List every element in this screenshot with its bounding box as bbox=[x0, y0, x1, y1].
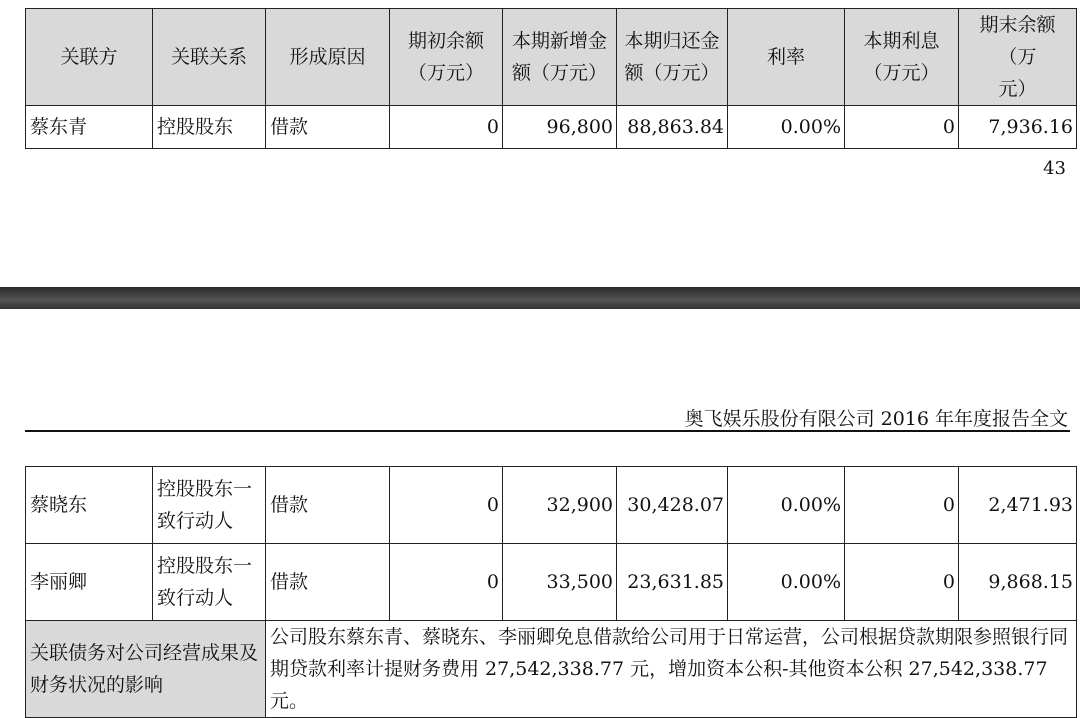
opening-balance-cell: 0 bbox=[390, 106, 503, 149]
header-cell: 期末余额（万 元） bbox=[959, 9, 1077, 106]
related-party-loan-table-bottom bbox=[25, 466, 1077, 718]
closing-balance-cell: 7,936.16 bbox=[959, 106, 1077, 149]
rate-cell: 0.00% bbox=[728, 467, 845, 544]
page-number: 43 bbox=[1043, 158, 1066, 179]
increase-cell: 96,800 bbox=[503, 106, 617, 149]
interest-cell: 0 bbox=[845, 467, 959, 544]
header-cell: 关联关系 bbox=[153, 9, 266, 106]
header-cell: 本期新增金 额（万元） bbox=[503, 9, 617, 106]
party-cell: 李丽卿 bbox=[26, 544, 153, 621]
header-cell: 利率 bbox=[728, 9, 845, 106]
header-cell: 本期归还金 额（万元） bbox=[617, 9, 728, 106]
impact-row bbox=[26, 621, 1077, 718]
table-row bbox=[26, 467, 1077, 544]
repayment-cell: 30,428.07 bbox=[617, 467, 728, 544]
reason-cell: 借款 bbox=[266, 467, 390, 544]
closing-balance-cell: 9,868.15 bbox=[959, 544, 1077, 621]
repayment-cell: 23,631.85 bbox=[617, 544, 728, 621]
table-header-row bbox=[26, 9, 1077, 106]
reason-cell: 借款 bbox=[266, 106, 390, 149]
rate-cell: 0.00% bbox=[728, 544, 845, 621]
impact-text: 公司股东蔡东青、蔡晓东、李丽卿免息借款给公司用于日常运营，公司根据贷款期限参照银行同期贷款利率计提财务费用 27,542,338.77 元，增加资本公积-其他资本公积 27,542,338.77 元。 bbox=[266, 621, 1077, 718]
party-cell: 蔡晓东 bbox=[26, 467, 153, 544]
repayment-cell: 88,863.84 bbox=[617, 106, 728, 149]
reason-cell: 借款 bbox=[266, 544, 390, 621]
table-row bbox=[26, 544, 1077, 621]
header-cell: 本期利息 （万元） bbox=[845, 9, 959, 106]
header-cell: 关联方 bbox=[26, 9, 153, 106]
header-cell: 形成原因 bbox=[266, 9, 390, 106]
running-header: 奥飞娱乐股份有限公司 2016 年年度报告全文 bbox=[684, 408, 1068, 430]
related-party-loan-table-top bbox=[25, 8, 1077, 149]
impact-label: 关联债务对公司经营成果及财务状况的影响 bbox=[26, 621, 266, 718]
header-rule bbox=[25, 430, 1070, 432]
relation-cell: 控股股东一致行动人 bbox=[153, 467, 266, 544]
opening-balance-cell: 0 bbox=[390, 544, 503, 621]
rate-cell: 0.00% bbox=[728, 106, 845, 149]
party-cell: 蔡东青 bbox=[26, 106, 153, 149]
increase-cell: 33,500 bbox=[503, 544, 617, 621]
opening-balance-cell: 0 bbox=[390, 467, 503, 544]
interest-cell: 0 bbox=[845, 544, 959, 621]
interest-cell: 0 bbox=[845, 106, 959, 149]
closing-balance-cell: 2,471.93 bbox=[959, 467, 1077, 544]
header-cell: 期初余额 （万元） bbox=[390, 9, 503, 106]
table-row bbox=[26, 106, 1077, 149]
page-separator bbox=[0, 287, 1080, 309]
increase-cell: 32,900 bbox=[503, 467, 617, 544]
relation-cell: 控股股东一致行动人 bbox=[153, 544, 266, 621]
relation-cell: 控股股东 bbox=[153, 106, 266, 149]
